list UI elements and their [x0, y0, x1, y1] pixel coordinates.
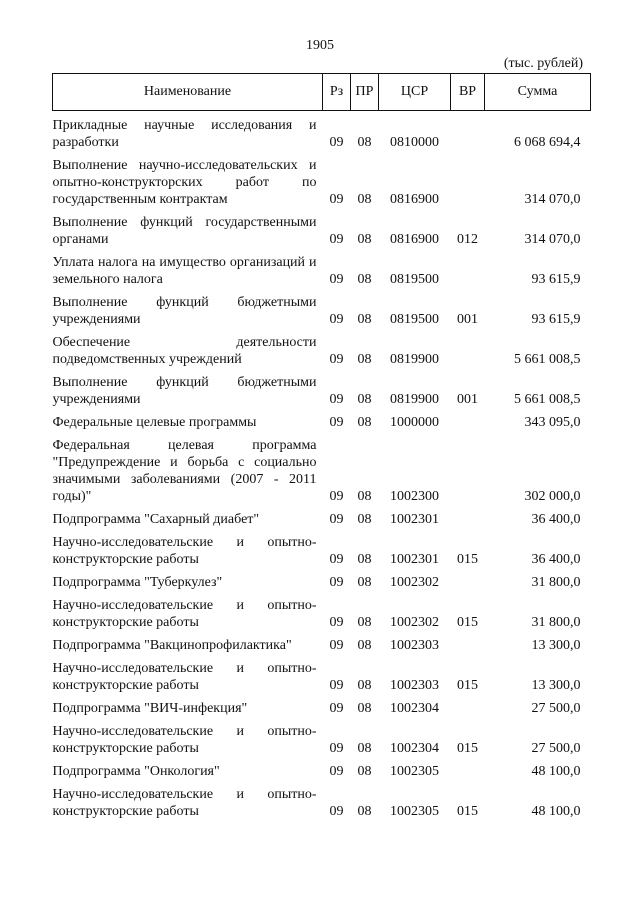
- row-name-text: Подпрограмма "Онкология": [52, 764, 220, 779]
- row-pr: 08: [357, 415, 372, 430]
- header-rz: Рз: [323, 74, 351, 111]
- row-rz: 09: [329, 232, 344, 247]
- row-vr: [451, 328, 485, 368]
- row-csr: 0819900: [390, 392, 439, 407]
- row-rz: 09: [329, 701, 344, 716]
- row-name-text: Выполнение функций государственными органами: [52, 215, 317, 247]
- row-name-text: Уплата налога на имущество организаций и земельного налога: [52, 255, 317, 287]
- row-csr: 1000000: [390, 415, 439, 430]
- row-rz: 09: [329, 575, 344, 590]
- row-csr: 1002304: [390, 701, 439, 716]
- row-rz: 09: [329, 615, 344, 630]
- row-vr: [451, 431, 485, 505]
- row-sum: 5 661 008,5: [514, 352, 581, 367]
- row-vr: 001: [457, 312, 478, 327]
- row-pr: 08: [357, 804, 372, 819]
- row-sum: 93 615,9: [531, 312, 581, 327]
- table-row: [53, 328, 591, 368]
- row-csr: 1002305: [390, 764, 439, 779]
- row-rz: 09: [329, 135, 344, 150]
- row-name-text: Прикладные научные исследования и разработки: [52, 118, 317, 150]
- row-vr: [451, 248, 485, 288]
- row-sum: 93 615,9: [531, 272, 581, 287]
- table-row: [53, 528, 591, 568]
- row-name: [53, 505, 323, 528]
- row-rz: 09: [329, 764, 344, 779]
- row-name: [53, 111, 323, 152]
- row-rz: 09: [329, 489, 344, 504]
- row-vr: [451, 408, 485, 431]
- budget-table: [52, 73, 591, 820]
- row-csr: 0816900: [390, 192, 439, 207]
- row-csr: 0819900: [390, 352, 439, 367]
- row-rz: 09: [329, 804, 344, 819]
- row-name: [53, 631, 323, 654]
- row-vr: 015: [457, 804, 478, 819]
- row-name: [53, 208, 323, 248]
- table-row: [53, 431, 591, 505]
- row-pr: 08: [357, 392, 372, 407]
- row-name-text: Федеральные целевые программы: [52, 415, 257, 430]
- row-sum: 302 000,0: [524, 489, 581, 504]
- row-pr: 08: [357, 352, 372, 367]
- header-pr: ПР: [351, 74, 379, 111]
- row-rz: 09: [329, 552, 344, 567]
- row-csr: 1002305: [390, 804, 439, 819]
- row-name-text: Выполнение научно-исследовательских и опытно-конструкторских работ по государственным контрактам: [52, 158, 317, 207]
- row-sum: 27 500,0: [531, 701, 581, 716]
- row-name-text: Научно-исследовательские и опытно-конструкторские работы: [52, 598, 317, 630]
- row-name-text: Выполнение функций бюджетными учреждениями: [52, 295, 317, 327]
- table-row: [53, 591, 591, 631]
- row-name: [53, 694, 323, 717]
- row-pr: 08: [357, 312, 372, 327]
- row-sum: 31 800,0: [531, 575, 581, 590]
- row-sum: 13 300,0: [531, 678, 581, 693]
- row-csr: 1002303: [390, 638, 439, 653]
- row-csr: 0819500: [390, 272, 439, 287]
- row-vr: [451, 505, 485, 528]
- row-sum: 48 100,0: [531, 804, 581, 819]
- row-name-text: Научно-исследовательские и опытно-конструкторские работы: [52, 724, 317, 756]
- header-vr: ВР: [451, 74, 485, 111]
- table-row: [53, 631, 591, 654]
- row-name: [53, 717, 323, 757]
- row-vr: [451, 568, 485, 591]
- row-name: [53, 288, 323, 328]
- table-row: [53, 505, 591, 528]
- table-row: [53, 368, 591, 408]
- row-pr: 08: [357, 272, 372, 287]
- header-csr: ЦСР: [379, 74, 451, 111]
- row-csr: 1002303: [390, 678, 439, 693]
- row-name-text: Обеспечение деятельности подведомственных учреждений: [52, 335, 317, 367]
- units-label: (тыс. рублей): [503, 56, 583, 71]
- row-vr: 015: [457, 552, 478, 567]
- row-csr: 1002301: [390, 512, 439, 527]
- row-name-text: Научно-исследовательские и опытно-конструкторские работы: [52, 787, 317, 819]
- row-sum: 27 500,0: [531, 741, 581, 756]
- row-rz: 09: [329, 352, 344, 367]
- row-sum: 36 400,0: [531, 552, 581, 567]
- row-name: [53, 368, 323, 408]
- row-sum: 6 068 694,4: [514, 135, 581, 150]
- row-rz: 09: [329, 192, 344, 207]
- row-name: [53, 654, 323, 694]
- table-row: [53, 208, 591, 248]
- row-vr: 012: [457, 232, 478, 247]
- row-sum: 36 400,0: [531, 512, 581, 527]
- row-pr: 08: [357, 741, 372, 756]
- row-pr: 08: [357, 135, 372, 150]
- row-csr: 1002302: [390, 575, 439, 590]
- row-rz: 09: [329, 638, 344, 653]
- row-pr: 08: [357, 512, 372, 527]
- row-vr: [451, 631, 485, 654]
- table-row: [53, 568, 591, 591]
- row-name-text: Подпрограмма "Вакцинопрофилактика": [52, 638, 292, 653]
- row-pr: 08: [357, 489, 372, 504]
- row-csr: 0819500: [390, 312, 439, 327]
- row-sum: 31 800,0: [531, 615, 581, 630]
- row-rz: 09: [329, 678, 344, 693]
- table-row: [53, 780, 591, 820]
- row-pr: 08: [357, 575, 372, 590]
- row-vr: [451, 111, 485, 152]
- header-sum: Сумма: [485, 74, 591, 111]
- row-name-text: Научно-исследовательские и опытно-конструкторские работы: [52, 661, 317, 693]
- table-row: [53, 111, 591, 152]
- header-name: Наименование: [53, 74, 323, 111]
- row-sum: 343 095,0: [524, 415, 581, 430]
- row-name: [53, 248, 323, 288]
- row-name: [53, 408, 323, 431]
- table-body: [53, 111, 591, 821]
- row-csr: 1002304: [390, 741, 439, 756]
- row-sum: 314 070,0: [524, 232, 581, 247]
- row-name: [53, 328, 323, 368]
- table-row: [53, 151, 591, 208]
- table-row: [53, 717, 591, 757]
- row-pr: 08: [357, 615, 372, 630]
- row-name: [53, 151, 323, 208]
- row-rz: 09: [329, 415, 344, 430]
- row-csr: 0810000: [390, 135, 439, 150]
- row-name-text: Выполнение функций бюджетными учреждениями: [52, 375, 317, 407]
- row-pr: 08: [357, 678, 372, 693]
- row-name: [53, 757, 323, 780]
- table-row: [53, 654, 591, 694]
- row-sum: 13 300,0: [531, 638, 581, 653]
- row-rz: 09: [329, 392, 344, 407]
- row-vr: [451, 757, 485, 780]
- page-number: 1905: [306, 38, 334, 53]
- row-sum: 314 070,0: [524, 192, 581, 207]
- row-name: [53, 431, 323, 505]
- row-name: [53, 528, 323, 568]
- row-rz: 09: [329, 512, 344, 527]
- row-pr: 08: [357, 638, 372, 653]
- row-name: [53, 568, 323, 591]
- row-name-text: Подпрограмма "Сахарный диабет": [52, 512, 260, 527]
- table-row: [53, 408, 591, 431]
- row-csr: 1002301: [390, 552, 439, 567]
- row-vr: [451, 694, 485, 717]
- table-row: [53, 757, 591, 780]
- row-vr: 001: [457, 392, 478, 407]
- row-csr: 0816900: [390, 232, 439, 247]
- row-csr: 1002302: [390, 615, 439, 630]
- row-name-text: Федеральная целевая программа "Предупреждение и борьба с социально значимыми заболеваниями (2007 - 2011 годы)": [52, 438, 317, 504]
- row-vr: 015: [457, 678, 478, 693]
- table-header-row: [53, 74, 591, 111]
- row-sum: 5 661 008,5: [514, 392, 581, 407]
- row-name-text: Научно-исследовательские и опытно-конструкторские работы: [52, 535, 317, 567]
- row-vr: 015: [457, 741, 478, 756]
- table-row: [53, 248, 591, 288]
- row-vr: 015: [457, 615, 478, 630]
- row-name: [53, 780, 323, 820]
- row-pr: 08: [357, 764, 372, 779]
- row-rz: 09: [329, 272, 344, 287]
- row-pr: 08: [357, 192, 372, 207]
- table-row: [53, 288, 591, 328]
- row-name: [53, 591, 323, 631]
- row-csr: 1002300: [390, 489, 439, 504]
- row-rz: 09: [329, 312, 344, 327]
- row-pr: 08: [357, 552, 372, 567]
- row-pr: 08: [357, 701, 372, 716]
- row-pr: 08: [357, 232, 372, 247]
- row-vr: [451, 151, 485, 208]
- row-name-text: Подпрограмма "ВИЧ-инфекция": [52, 701, 248, 716]
- row-sum: 48 100,0: [531, 764, 581, 779]
- row-rz: 09: [329, 741, 344, 756]
- table-row: [53, 694, 591, 717]
- row-name-text: Подпрограмма "Туберкулез": [52, 575, 223, 590]
